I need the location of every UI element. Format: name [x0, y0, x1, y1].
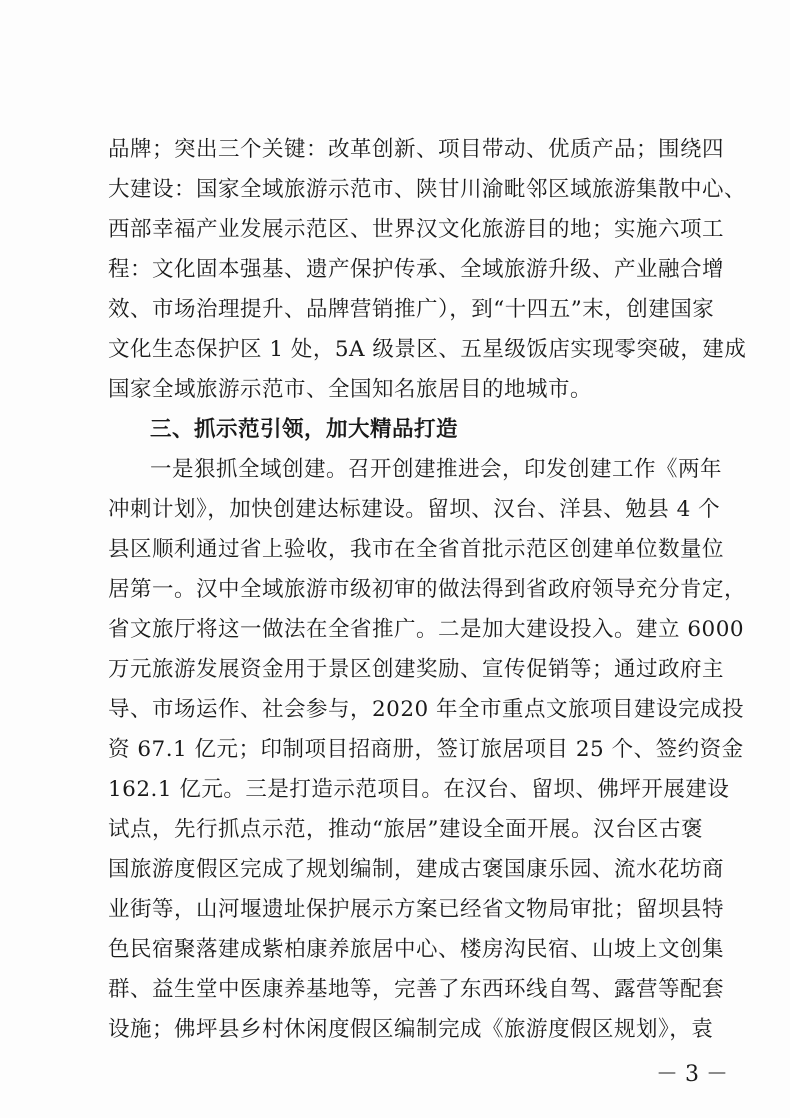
body-text-line: 冲刺计划》，加快创建达标建设。留坝、汉台、洋县、勉县 4 个 — [108, 497, 721, 522]
body-text-line: 国家全域旅游示范市、全国知名旅居目的地城市。 — [108, 377, 593, 402]
body-text-line: 国旅游度假区完成了规划编制，建成古褒国康乐园、流水花坊商 — [108, 857, 725, 882]
body-text-line: 试点，先行抓点示范，推动“旅居”建设全面开展。汉台区古褒 — [108, 817, 703, 842]
body-text-line: 西部幸福产业发展示范区、世界汉文化旅游目的地；实施六项工 — [108, 217, 725, 242]
paragraph-first-line: 一是狠抓全域创建。召开创建推进会，印发创建工作《两年 — [150, 457, 723, 482]
body-text-line: 程：文化固本强基、遗产保护传承、全域旅游升级、产业融合增 — [108, 257, 725, 282]
body-text-line: 资 67.1 亿元；印制项目招商册，签订旅居项目 25 个、签约资金 — [108, 737, 744, 762]
body-text-line: 效、市场治理提升、品牌营销推广），到“十四五”末，创建国家 — [108, 297, 715, 322]
body-text-line: 大建设：国家全域旅游示范市、陕甘川渝毗邻区域旅游集散中心、 — [108, 177, 747, 202]
body-text-line: 162.1 亿元。三是打造示范项目。在汉台、留坝、佛坪开展建设 — [108, 777, 730, 802]
body-text-line: 业街等，山河堰遗址保护展示方案已经省文物局审批；留坝县特 — [108, 897, 725, 922]
body-text-line: 色民宿聚落建成紫柏康养旅居中心、楼房沟民宿、山坡上文创集 — [108, 937, 725, 962]
body-text-line: 设施；佛坪县乡村休闲度假区编制完成《旅游度假区规划》，袁 — [108, 1017, 714, 1042]
page-number: － 3 － — [656, 1062, 728, 1087]
body-text-line: 县区顺利通过省上验收，我市在全省首批示范区创建单位数量位 — [108, 537, 725, 562]
body-text-line: 导、市场运作、社会参与，2020 年全市重点文旅项目建设完成投 — [108, 697, 745, 722]
body-text-line: 省文旅厅将这一做法在全省推广。二是加大建设投入。建立 6000 — [108, 617, 745, 642]
body-text-line: 居第一。汉中全域旅游市级初审的做法得到省政府领导充分肯定， — [108, 577, 747, 602]
body-text-line: 文化生态保护区 1 处，5A 级景区、五星级饭店实现零突破，建成 — [108, 337, 747, 362]
body-text-line: 品牌；突出三个关键：改革创新、项目带动、优质产品；围绕四 — [108, 137, 725, 162]
body-text-line: 群、益生堂中医康养基地等，完善了东西环线自驾、露营等配套 — [108, 977, 725, 1002]
section-heading: 三、抓示范引领，加大精品打造 — [150, 417, 459, 442]
body-text-line: 万元旅游发展资金用于景区创建奖励、宣传促销等；通过政府主 — [108, 657, 725, 682]
